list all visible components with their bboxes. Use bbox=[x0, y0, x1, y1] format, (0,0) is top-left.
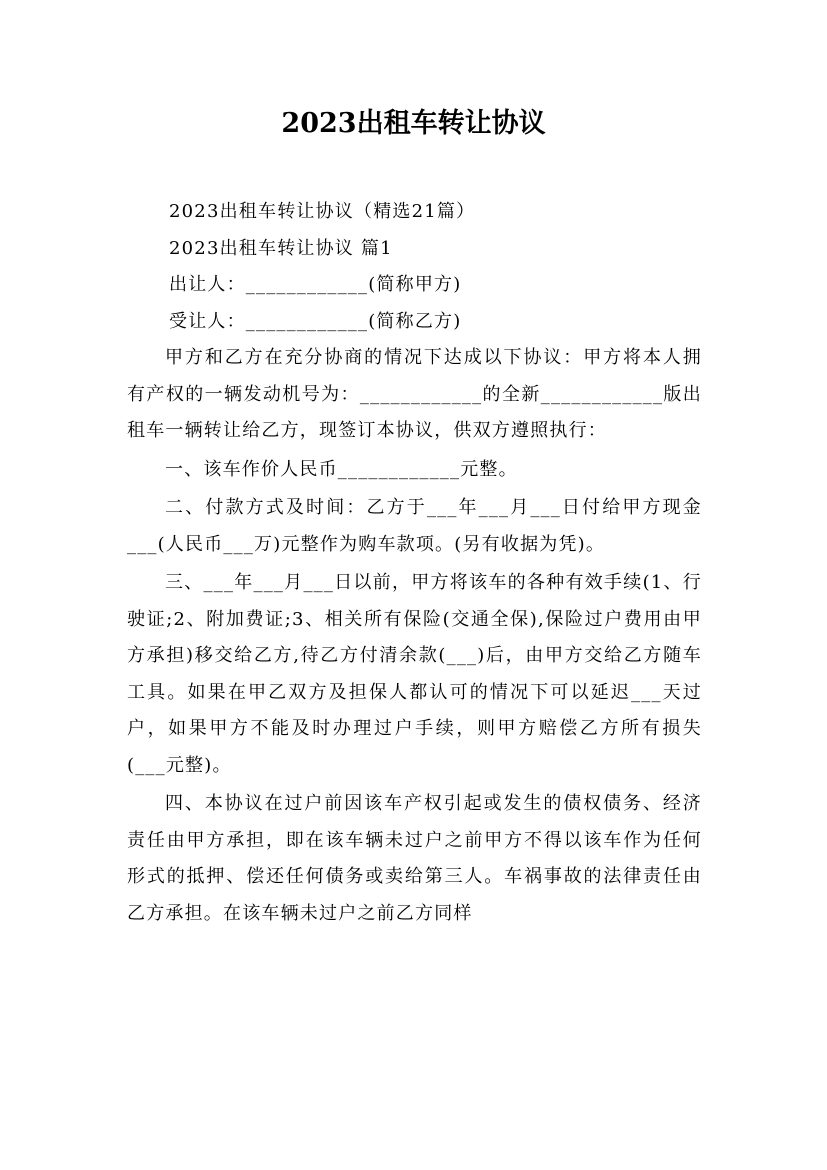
header-line-transferee: 受让人：____________(简称乙方) bbox=[169, 310, 462, 332]
paragraph-intro: 甲方和乙方在充分协商的情况下达成以下协议：甲方将本人拥有产权的一辆发动机号为：____________的全新____________版出租车一辆转让给乙方，现签订本协议，供双方遵照执行： bbox=[127, 347, 702, 441]
document-body bbox=[127, 194, 702, 934]
header-line-subtitle: 2023出租车转让协议（精选21篇） bbox=[169, 201, 476, 222]
document-title: 2023出租车转让协议 bbox=[281, 108, 546, 139]
paragraph-clause-2: 二、付款方式及时间：乙方于___年___月___日付给甲方现金___(人民币___万)元整作为购车款项。(另有收据为凭)。 bbox=[127, 497, 702, 555]
paragraph-clause-3: 三、___年___月___日以前，甲方将该车的各种有效手续(1、行驶证;2、附加费证;3、相关所有保险(交通全保),保险过户费用由甲方承担)移交给乙方,待乙方付清余款(___)后，由甲方交给乙方随车工具。如果在甲乙双方及担保人都认可的情况下可以延迟___天过户，如果甲方不能及时办理过户手续，则甲方赔偿乙方所有损失(___元整)。 bbox=[127, 572, 702, 776]
paragraph-clause-4: 四、本协议在过户前因该车产权引起或发生的债权债务、经济责任由甲方承担，即在该车辆未过户之前甲方不得以该车作为任何形式的抵押、偿还任何债务或卖给第三人。车祸事故的法律责任由乙方承担。在该车辆未过户之前乙方同样 bbox=[127, 793, 702, 924]
header-line-section: 2023出租车转让协议 篇1 bbox=[169, 237, 393, 259]
header-line-transferor: 出让人：____________(简称甲方) bbox=[169, 274, 462, 295]
paragraph-clause-1: 一、该车作价人民币____________元整。 bbox=[165, 458, 518, 480]
